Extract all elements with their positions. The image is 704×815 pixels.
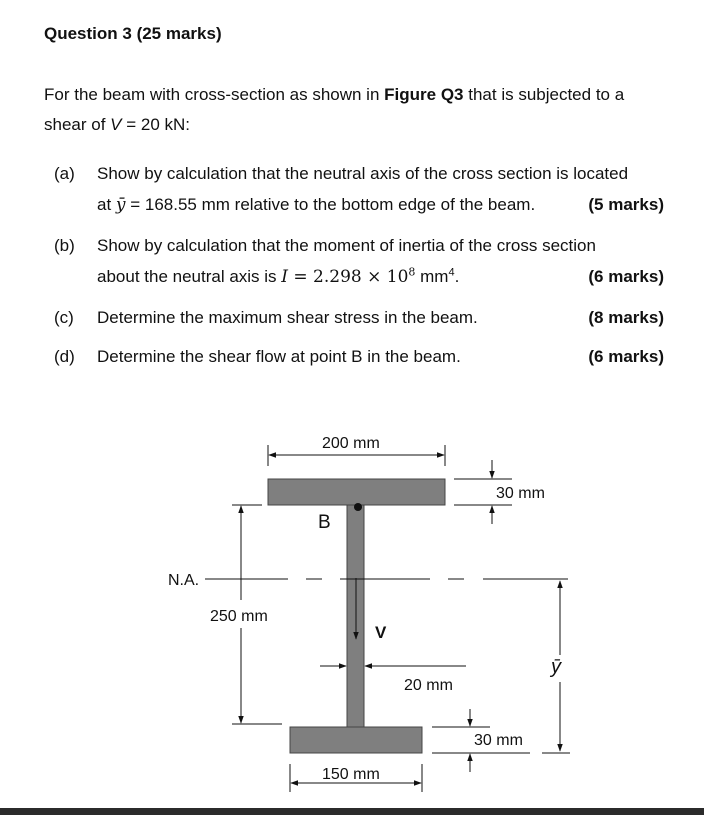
overall-height-label: 250 mm [210, 608, 268, 625]
part-d-text: Determine the shear flow at point B in the beam. [97, 347, 461, 366]
bottom-width-label: 150 mm [322, 766, 380, 783]
part-a-line1: Show by calculation that the neutral axis of the cross section is located [97, 164, 629, 183]
ybar-label: ȳ [551, 656, 561, 678]
intro-text: that is subjected to a [463, 85, 625, 104]
web-thickness-label: 20 mm [404, 677, 453, 694]
inertia-unit-exponent: 4 [448, 266, 455, 279]
part-c-label: (c) [54, 308, 74, 327]
part-b-line1: Show by calculation that the moment of inertia of the cross section [97, 236, 596, 255]
part-d-label: (d) [54, 347, 75, 366]
part-b-text: . [454, 267, 460, 286]
part-a-label: (a) [54, 164, 75, 183]
shear-variable: V [110, 115, 122, 134]
part-a-text: = 168.55 mm relative to the bottom edge of the beam. [125, 195, 536, 214]
bottom-flange [290, 727, 422, 753]
inertia-value: = 2.298 × 10 [288, 267, 409, 287]
point-b-marker [354, 503, 362, 511]
intro-text: = 20 kN: [121, 115, 191, 134]
figure-reference: Figure Q3 [384, 85, 464, 104]
inertia-exponent: 8 [408, 265, 416, 279]
page-bottom-divider [0, 808, 704, 815]
intro-text: shear of [44, 115, 111, 134]
bottom-flange-thickness-label: 30 mm [474, 732, 523, 749]
top-flange-thickness-label: 30 mm [496, 485, 545, 502]
intro-text: For the beam with cross-section as shown in [44, 85, 385, 104]
point-b-label: B [318, 512, 331, 533]
part-b-marks: (6 marks) [588, 267, 664, 286]
part-b-text: about the neutral axis is [97, 267, 282, 286]
question-heading: Question 3 (25 marks) [44, 24, 222, 43]
shear-label: V [375, 623, 387, 642]
inertia-unit: mm [415, 267, 449, 286]
neutral-axis-label: N.A. [168, 572, 200, 589]
part-d-marks: (6 marks) [588, 347, 664, 366]
part-c-marks: (8 marks) [588, 308, 664, 327]
part-b-label: (b) [54, 236, 75, 255]
ybar-symbol: ȳ [115, 195, 126, 215]
top-width-label: 200 mm [322, 435, 380, 452]
inertia-symbol: I [281, 267, 288, 287]
part-a-text: at [97, 195, 116, 214]
top-flange [268, 479, 445, 505]
part-a-marks: (5 marks) [588, 195, 664, 214]
part-c-text: Determine the maximum shear stress in the beam. [97, 308, 478, 327]
